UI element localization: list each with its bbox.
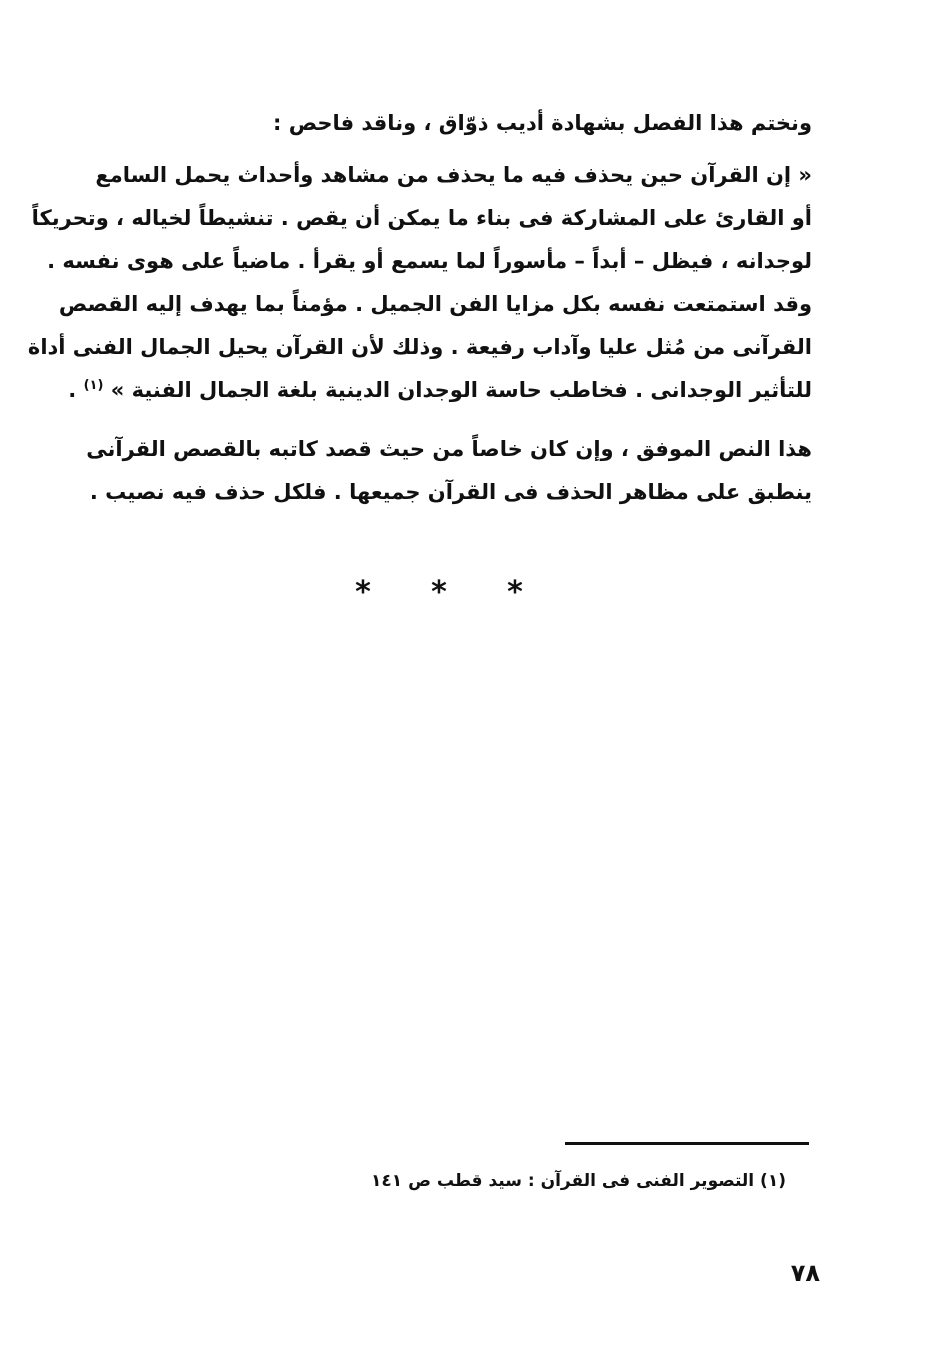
quote-line: القرآنى من مُثل عليا وآداب رفيعة . وذلك لأن القرآن يحيل الجمال الفنى أداة [27, 335, 812, 359]
quote-paragraph [27, 154, 812, 412]
quote-line: أو القارئ على المشاركة فى بناء ما يمكن أن يقص . تنشيطاً لخياله ، وتحريكاً [31, 206, 812, 230]
conclusion-paragraph [86, 428, 812, 514]
quote-line-text: للتأثير الوجدانى . فخاطب حاسة الوجدان الدينية بلغة الجمال الفنية » [110, 378, 812, 402]
asterisk-icon: * [355, 575, 419, 610]
intro-paragraph [104, 102, 812, 145]
quote-line: وقد استمتعت نفسه بكل مزايا الفن الجميل . مؤمناً بما يهدف إليه القصص [58, 292, 812, 316]
quote-line: « إن القرآن حين يحذف فيه ما يحذف من مشاهد وأحداث يحمل السامع [95, 163, 812, 187]
quote-line: لوجدانه ، فيظل – أبداً – مأسوراً لما يسمع أو يقرأ . ماضياً على هوى نفسه . [47, 249, 812, 273]
footnote-divider [565, 1142, 809, 1145]
footnote-reference: (١) [83, 378, 104, 393]
intro-line: ونختم هذا الفصل بشهادة أديب ذوّاق ، وناقد فاحص : [272, 111, 812, 135]
page-number: ٧٨ [790, 1259, 820, 1287]
footnote-text: (١) التصوير الفنى فى القرآن : سيد قطب ص ١٤١ [371, 1171, 786, 1191]
quote-ending-mark: . [68, 378, 77, 402]
asterisk-icon: * [431, 575, 495, 610]
conclusion-line: ينطبق على مظاهر الحذف فى القرآن جميعها . فلكل حذف فيه نصيب . [89, 480, 812, 504]
section-separator [0, 575, 926, 610]
conclusion-line: هذا النص الموفق ، وإن كان خاصاً من حيث قصد كاتبه بالقصص القرآنى [86, 437, 812, 461]
quote-last-line [68, 369, 812, 412]
asterisk-icon: * [507, 575, 571, 610]
